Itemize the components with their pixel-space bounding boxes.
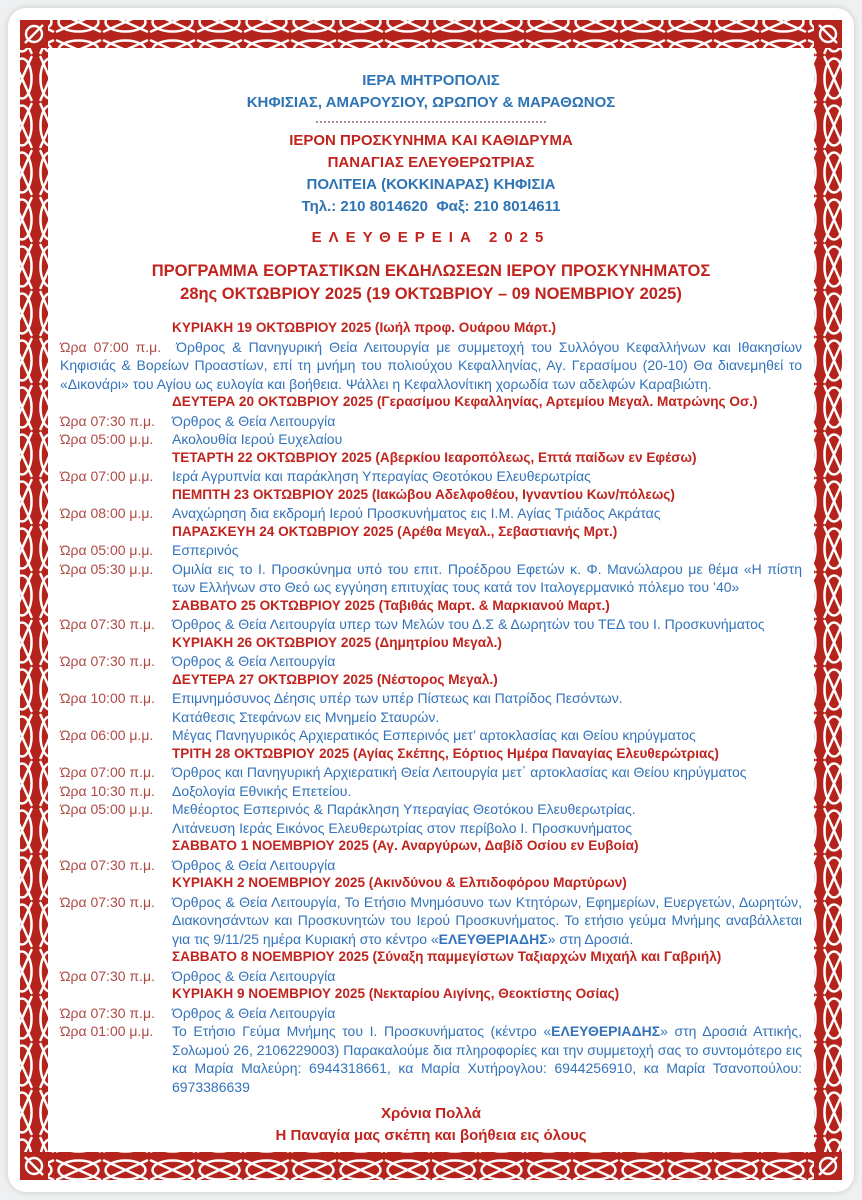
day-header: ΚΥΡΙΑΚΗ 19 ΟΚΤΩΒΡΙΟΥ 2025 (Ιωήλ προφ. Ουάρου Μάρτ.) [172, 320, 557, 335]
event-row [60, 504, 802, 523]
event-row [60, 726, 802, 745]
program-title: ΠΡΟΓΡΑΜΜΑ ΕΟΡΤΑΣΤΙΚΩΝ ΕΚΔΗΛΩΣΕΩΝ ΙΕΡΟΥ ΠΡΟΣΚΥΝΗΜΑΤΟΣ [151, 262, 711, 280]
event-description: Όρθρος & Θεία Λειτουργία [172, 1004, 336, 1021]
day-header: ΣΑΒΒΑΤΟ 1 ΝΟΕΜΒΡΙΟΥ 2025 (Αγ. Αναργύρων, Δαβίδ Οσίου εν Ευβοία) [172, 838, 639, 853]
event-time: Ώρα 08:00 μ.μ. [60, 505, 154, 521]
event-description: Εσπερινός [172, 542, 239, 558]
footer-greeting: Χρόνια Πολλά [380, 1105, 482, 1122]
event-time: Ώρα 07:30 π.μ. [60, 893, 155, 910]
shrine-location: ΠΟΛΙΤΕΙΑ (ΚΟΚΚΙΝΑΡΑΣ) ΚΗΦΙΣΙΑ [306, 176, 556, 193]
event-description: Επιμνημόσυνος Δέησις υπέρ των υπέρ Πίστεως και Πατρίδος Πεσόντων. Κατάθεσις Στεφάνων εις Μνημείο Σταυρών. [172, 690, 623, 725]
event-description: Ιερά Αγρυπνία και παράκληση Υπεραγίας Θεοτόκου Ελευθερωτρίας [172, 468, 591, 484]
event-description: Όρθρος και Πανηγυρική Αρχιερατική Θεία Λειτουργία μετ΄ αρτοκλασίας και Θείου κηρύγματος [172, 764, 747, 780]
event-time: Ώρα 05:00 μ.μ. [60, 801, 154, 817]
footer-blessing: Η Παναγία μας σκέπη και βοήθεια εις όλους [275, 1127, 587, 1144]
event-row [60, 412, 802, 431]
event-time: Ώρα 05:00 μ.μ. [60, 431, 154, 447]
day-header: ΔΕΥΤΕΡΑ 20 ΟΚΤΩΒΡΙΟΥ 2025 (Γερασίμου Κεφαλληνίας, Αρτεμίου Μεγαλ. Ματρώνης Οσ.) [172, 394, 758, 409]
event-description: Αναχώρηση δια εκδρομή Ιερού Προσκυνήματος εις Ι.Μ. Αγίας Τριάδος Ακράτας [172, 505, 661, 521]
event-description: Ομιλία εις το Ι. Προσκύνημα υπό του επιτ. Προέδρου Εφετών κ. Φ. Μανώλαρου με θέμα «Η πίστη των Ελλήνων στο Θεό ως εγγύηση επιτυχίας τους κατά τον Ιταλογερμανικό πόλεμο του ’40» [172, 560, 802, 595]
day-header: ΠΕΜΠΤΗ 23 ΟΚΤΩΒΡΙΟΥ 2025 (Ιακώβου Αδελφοθέου, Ιγναντίου Κων/πόλεως) [172, 486, 675, 502]
event-row [60, 652, 802, 671]
event-row [60, 338, 802, 394]
event-time: Ώρα 07:00 π.μ. [60, 338, 162, 355]
event-time: Ώρα 07:30 π.μ. [60, 412, 155, 429]
event-row [60, 800, 802, 837]
event-time: Ώρα 10:30 π.μ. [60, 782, 155, 799]
event-row [60, 467, 802, 486]
event-description: Όρθρος & Πανηγυρική Θεία Λειτουργία με συμμετοχή του Συλλόγου Κεφαλλήνων και Ιθακησίων Κηφισιάς & Βορείων Προαστίων, επί τη μνήμη του πολιούχου Κεφαλληνίας, Αγ. Γερασίμου (20-10) Θα διανεμηθεί το «Δικονάρι» του Αγίου ως ευλογία και βοήθεια. Ψάλλει η Κεφαλλονίτικη χορωδία των αδελφών Καραβιώτη. [60, 338, 802, 392]
metropolis-title: ΙΕΡΑ ΜΗΤΡΟΠΟΛΙΣ [362, 72, 500, 89]
day-header: ΤΕΤΑΡΤΗ 22 ΟΚΤΩΒΡΙΟΥ 2025 (Αβερκίου Ιεαροπόλεως, Επτά παίδων εν Εφέσω) [172, 449, 697, 465]
event-row [60, 1022, 802, 1096]
event-description: Όρθρος & Θεία Λειτουργία [172, 653, 336, 669]
event-description: Όρθρος & Θεία Λειτουργία [172, 856, 336, 873]
event-row [60, 430, 802, 449]
event-time: Ώρα 05:30 μ.μ. [60, 560, 154, 577]
event-row [60, 1004, 802, 1023]
event-description: Δοξολογία Εθνικής Επετείου. [172, 782, 352, 799]
event-row [60, 782, 802, 801]
event-description: Όρθρος & Θεία Λειτουργία, Το Ετήσιο Μνημόσυνο των Κτητόρων, Εφημερίων, Ευεργετών, Δωρητών, Διακονησάντων και Προσκυνητών του Ιερού Προσκυνήματος. Το ετήσιο γεύμα Μνήμης αναβάλλεται για τις 9/11/25 ημέρα Κυριακή στο κέντρο «ΕΛΕΥΘΕΡΙΑΔΗΣ» στη Δροσιά. [172, 893, 802, 947]
event-time: Ώρα 07:30 π.μ. [60, 616, 155, 632]
document-content [48, 48, 814, 1152]
event-time: Ώρα 07:30 π.μ. [60, 1004, 155, 1021]
event-time: Ώρα 07:00 μ.μ. [60, 468, 154, 484]
day-header: ΠΑΡΑΣΚΕΥΗ 24 ΟΚΤΩΒΡΙΟΥ 2025 (Αρέθα Μεγαλ., Σεβαστιανής Μρτ.) [172, 523, 618, 539]
day-header: ΚΥΡΙΑΚΗ 2 ΝΟΕΜΒΡΙΟΥ 2025 (Ακινδύνου & Ελπιδοφόρου Μαρτύρων) [172, 875, 627, 890]
shrine-name: ΠΑΝΑΓΙΑΣ ΕΛΕΥΘΕΡΩΤΡΙΑΣ [327, 154, 535, 171]
event-row [60, 763, 802, 782]
event-time: Ώρα 07:00 π.μ. [60, 764, 155, 780]
event-time: Ώρα 10:00 π.μ. [60, 690, 155, 706]
event-row [60, 541, 802, 560]
shrine-heading: ΙΕΡΟΝ ΠΡΟΣΚΥΝΗΜΑ ΚΑΙ ΚΑΘΙΔΡΥΜΑ [289, 132, 573, 149]
day-header: ΣΑΒΒΑΤΟ 8 ΝΟΕΜΒΡΙΟΥ 2025 (Σύναξη παμμεγίστων Ταξιαρχών Μιχαήλ και Γαβριήλ) [172, 949, 722, 964]
separator-dots [316, 121, 546, 123]
event-time: Ώρα 07:30 π.μ. [60, 856, 155, 873]
event-description: Ακολουθία Ιερού Ευχελαίου [172, 431, 343, 447]
event-description: Μεθέορτος Εσπερινός & Παράκληση Υπεραγίας Θεοτόκου Ελευθερωτρίας. Λιτάνευση Ιεράς Εικόνος Ελευθερωτρίας στον περίβολο Ι. Προσκυνήματος [172, 801, 636, 836]
day-header: ΚΥΡΙΑΚΗ 26 ΟΚΤΩΒΡΙΟΥ 2025 (Δημητρίου Μεγαλ.) [172, 634, 502, 650]
day-header: ΣΑΒΒΑΤΟ 25 ΟΚΤΩΒΡΙΟΥ 2025 (Ταβιθάς Μαρτ. & Μαρκιανού Μαρτ.) [172, 597, 610, 613]
program-dates: 28ης ΟΚΤΩΒΡΙΟΥ 2025 (19 ΟΚΤΩΒΡΙΟΥ – 09 ΝΟΕΜΒΡΙΟΥ 2025) [180, 285, 682, 303]
event-time: Ώρα 07:30 π.μ. [60, 967, 155, 984]
event-time: Ώρα 05:00 μ.μ. [60, 542, 154, 558]
celebration-title: ΕΛΕΥΘΕΡΕΙΑ 2025 [311, 229, 551, 246]
event-time: Ώρα 07:30 π.μ. [60, 653, 155, 669]
schedule [60, 319, 802, 1096]
event-row [60, 689, 802, 726]
event-row [60, 967, 802, 986]
day-header: ΚΥΡΙΑΚΗ 9 ΝΟΕΜΒΡΙΟΥ 2025 (Νεκταρίου Αιγίνης, Θεοκτίστης Οσίας) [172, 986, 620, 1001]
event-description: Όρθρος & Θεία Λειτουργία [172, 967, 336, 984]
metropolis-regions: ΚΗΦΙΣΙΑΣ, ΑΜΑΡΟΥΣΙΟΥ, ΩΡΩΠΟΥ & ΜΑΡΑΘΩΝΟΣ [246, 94, 616, 111]
event-description: Το Ετήσιο Γεύμα Μνήμης του Ι. Προσκυνήματος (κέντρο «ΕΛΕΥΘΕΡΙΑΔΗΣ» στη Δροσιά Αττικής, Σολωμού 26, 2106229003) Παρακαλούμε δια πληροφορίες και την συμμετοχή σας το συντομότερο εις κα Μαρία Μαλεύρη: 6944318661, κα Μαρία Χυτήρογλου: 6944256910, κα Μαρία Τσανοπούλου: 6973386639 [172, 1023, 802, 1095]
footer [60, 1103, 802, 1147]
event-row [60, 560, 802, 597]
event-row [60, 856, 802, 875]
event-description: Όρθρος & Θεία Λειτουργία υπερ των Μελών του Δ.Σ & Δωρητών του ΤΕΔ του Ι. Προσκυνήματος [172, 616, 765, 632]
event-time: Ώρα 01:00 μ.μ. [60, 1023, 154, 1039]
day-header: ΤΡΙΤΗ 28 ΟΚΤΩΒΡΙΟΥ 2025 (Αγίας Σκέπης, Εόρτιος Ημέρα Παναγίας Ελευθερώτριας) [172, 745, 719, 761]
document-page [8, 8, 854, 1192]
event-description: Όρθρος & Θεία Λειτουργία [172, 412, 336, 429]
event-description: Μέγας Πανηγυρικός Αρχιερατικός Εσπερινός μετ’ αρτοκλασίας και Θείου κηρύγματος [172, 727, 696, 743]
event-time: Ώρα 06:00 μ.μ. [60, 727, 154, 743]
contact-info: Τηλ.: 210 8014620 Φαξ: 210 8014611 [301, 198, 561, 215]
day-header: ΔΕΥΤΕΡΑ 27 ΟΚΤΩΒΡΙΟΥ 2025 (Νέστορος Μεγαλ.) [172, 671, 498, 687]
event-row [60, 893, 802, 949]
event-row [60, 615, 802, 634]
